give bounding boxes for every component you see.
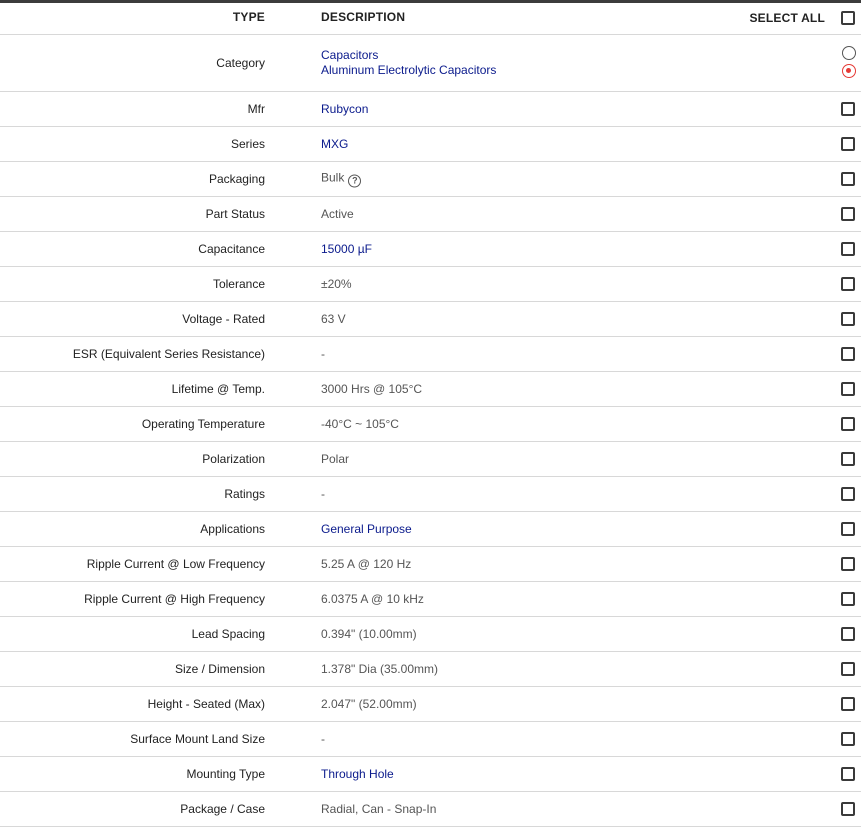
checkbox-box <box>841 697 855 711</box>
row-select-checkbox[interactable] <box>841 172 855 186</box>
attribute-label: Tolerance <box>212 277 265 291</box>
select-all-checkbox[interactable] <box>841 11 855 25</box>
row-select-checkbox[interactable] <box>841 662 855 676</box>
attribute-label: Mounting Type <box>186 767 265 781</box>
checkbox-box <box>841 312 855 326</box>
attribute-value <box>321 732 325 746</box>
attribute-value-text: Bulk <box>321 170 345 185</box>
row-select-checkbox[interactable] <box>841 102 855 116</box>
table-row <box>0 582 861 617</box>
checkbox-box <box>841 522 855 536</box>
checkbox-box <box>841 592 855 606</box>
table-row <box>0 232 861 267</box>
attribute-value-text: 15000 µF <box>321 242 372 256</box>
attribute-label: ESR (Equivalent Series Resistance) <box>72 347 265 361</box>
attribute-value <box>321 312 346 326</box>
row-select-checkbox[interactable] <box>841 802 855 816</box>
table-row <box>0 127 861 162</box>
attribute-value-text: 3000 Hrs @ 105°C <box>321 382 423 396</box>
checkbox-box <box>841 557 855 571</box>
attribute-label: Capacitance <box>198 242 265 256</box>
attribute-label: Part Status <box>205 207 265 221</box>
attribute-value-text: Polar <box>321 452 350 466</box>
attribute-value-text: 6.0375 A @ 10 kHz <box>321 592 424 606</box>
attribute-label: Ripple Current @ Low Frequency <box>86 557 265 571</box>
attribute-label: Package / Case <box>180 802 265 816</box>
checkbox-box <box>841 102 855 116</box>
attribute-value-text: 5.25 A @ 120 Hz <box>321 557 412 571</box>
checkbox-box <box>841 382 855 396</box>
attribute-value <box>321 382 422 396</box>
table-row <box>0 442 861 477</box>
attribute-value-text: Active <box>321 207 354 221</box>
row-select-checkbox[interactable] <box>841 592 855 606</box>
table-row <box>0 687 861 722</box>
attribute-value-link[interactable] <box>321 102 368 116</box>
checkbox-box <box>841 11 855 25</box>
row-select-checkbox[interactable] <box>841 417 855 431</box>
attribute-value <box>321 557 411 571</box>
attribute-value-link[interactable] <box>321 242 372 256</box>
checkbox-box <box>841 802 855 816</box>
attribute-value-link[interactable] <box>321 137 348 151</box>
checkbox-box <box>841 487 855 501</box>
checkbox-box <box>841 207 855 221</box>
checkbox-box <box>841 277 855 291</box>
attribute-value-link[interactable] <box>321 767 394 781</box>
attribute-value-text: -40°C ~ 105°C <box>321 417 399 431</box>
checkbox-box <box>841 767 855 781</box>
row-select-checkbox[interactable] <box>841 732 855 746</box>
checkbox-box <box>841 627 855 641</box>
row-select-checkbox[interactable] <box>841 487 855 501</box>
attribute-value-link[interactable] <box>321 522 412 536</box>
attribute-value-text: Through Hole <box>321 767 394 781</box>
category-radio-aluminum-electrolytic[interactable] <box>842 64 856 78</box>
table-row <box>0 757 861 792</box>
attribute-value <box>321 417 399 431</box>
table-row <box>0 92 861 127</box>
checkbox-box <box>841 452 855 466</box>
table-row <box>0 652 861 687</box>
row-select-checkbox[interactable] <box>841 137 855 151</box>
select-all-label: SELECT ALL <box>749 11 825 25</box>
row-select-checkbox[interactable] <box>841 557 855 571</box>
table-row <box>0 617 861 652</box>
category-link-aluminum-electrolytic[interactable]: Aluminum Electrolytic Capacitors <box>321 63 497 77</box>
attribute-label: Category <box>216 56 265 70</box>
row-select-checkbox[interactable] <box>841 522 855 536</box>
table-row-category <box>0 35 861 92</box>
attribute-label: Mfr <box>247 102 265 116</box>
attribute-label: Height - Seated (Max) <box>147 697 265 711</box>
attribute-value <box>321 347 325 361</box>
table-row <box>0 792 861 827</box>
attribute-value-text: Rubycon <box>321 102 369 116</box>
attribute-value <box>321 627 417 641</box>
row-select-checkbox[interactable] <box>841 312 855 326</box>
attributes-table <box>0 35 861 827</box>
attribute-value-text: Radial, Can - Snap-In <box>321 802 437 816</box>
attribute-value-text: MXG <box>321 137 349 151</box>
category-link-capacitors[interactable]: Capacitors <box>321 48 379 62</box>
attribute-label: Operating Temperature <box>141 417 265 431</box>
attribute-label: Ripple Current @ High Frequency <box>84 592 265 606</box>
table-row <box>0 512 861 547</box>
checkbox-box <box>841 347 855 361</box>
row-select-checkbox[interactable] <box>841 697 855 711</box>
checkbox-box <box>841 242 855 256</box>
checkbox-box <box>841 172 855 186</box>
table-row <box>0 197 861 232</box>
attribute-label: Lead Spacing <box>191 627 265 641</box>
attribute-value <box>321 207 354 221</box>
attribute-label: Packaging <box>208 172 265 186</box>
checkbox-box <box>841 662 855 676</box>
table-row <box>0 302 861 337</box>
attribute-label: Ratings <box>224 487 265 501</box>
attribute-value-text: General Purpose <box>321 522 412 536</box>
attribute-value-text: 2.047" (52.00mm) <box>321 697 417 711</box>
attribute-value <box>321 697 417 711</box>
table-row <box>0 337 861 372</box>
row-select-checkbox[interactable] <box>841 767 855 781</box>
table-row <box>0 547 861 582</box>
row-select-checkbox[interactable] <box>841 347 855 361</box>
attribute-value-text: - <box>321 347 325 361</box>
attribute-value-text: ±20% <box>321 277 352 291</box>
row-select-checkbox[interactable] <box>841 277 855 291</box>
attribute-label: Lifetime @ Temp. <box>171 382 265 396</box>
row-select-checkbox[interactable] <box>841 382 855 396</box>
row-select-checkbox[interactable] <box>841 452 855 466</box>
attribute-value-text: 1.378" Dia (35.00mm) <box>321 662 438 676</box>
attribute-value <box>321 452 349 466</box>
type-column-header: TYPE <box>232 10 265 24</box>
attribute-label: Size / Dimension <box>174 662 265 676</box>
attribute-value-text: - <box>321 487 325 501</box>
table-row <box>0 162 861 197</box>
attribute-value <box>321 592 424 606</box>
attribute-label: Voltage - Rated <box>182 312 265 326</box>
attribute-value-text: 63 V <box>321 312 346 326</box>
table-row <box>0 267 861 302</box>
attribute-value <box>321 171 361 188</box>
table-row <box>0 372 861 407</box>
description-column-header: DESCRIPTION <box>321 10 406 24</box>
attribute-value <box>321 802 436 816</box>
help-icon[interactable]: ? <box>348 175 361 188</box>
checkbox-box <box>841 137 855 151</box>
attribute-label: Polarization <box>202 452 265 466</box>
attribute-label: Applications <box>200 522 265 536</box>
row-select-checkbox[interactable] <box>841 627 855 641</box>
row-select-checkbox[interactable] <box>841 242 855 256</box>
table-row <box>0 477 861 512</box>
checkbox-box <box>841 732 855 746</box>
attribute-label: Series <box>230 137 265 151</box>
attribute-value <box>321 487 325 501</box>
checkbox-box <box>841 417 855 431</box>
attribute-value <box>321 277 352 291</box>
row-select-checkbox[interactable] <box>841 207 855 221</box>
category-radio-capacitors[interactable] <box>842 46 856 60</box>
table-row <box>0 722 861 757</box>
table-row <box>0 407 861 442</box>
category-values <box>321 48 496 78</box>
attribute-value-text: 0.394" (10.00mm) <box>321 627 417 641</box>
attribute-value-text: - <box>321 732 325 746</box>
table-header <box>0 3 861 35</box>
attribute-value <box>321 662 438 676</box>
attribute-label: Surface Mount Land Size <box>130 732 265 746</box>
